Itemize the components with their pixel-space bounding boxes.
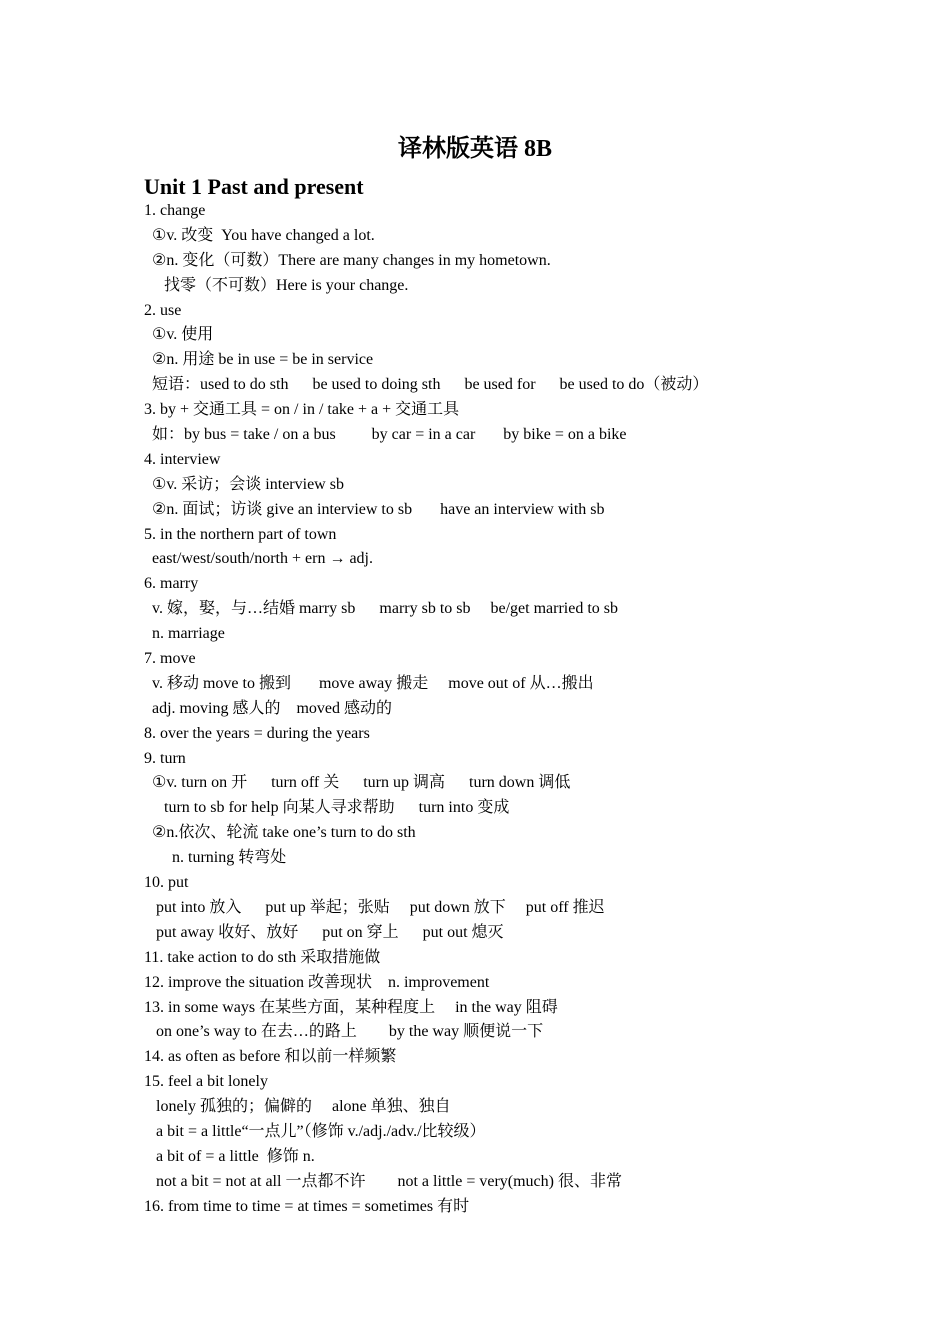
vocabulary-list: [144, 199, 884, 1220]
text-line: put into 放入 put up 举起；张贴 put down 放下 put off 推迟: [144, 898, 605, 916]
text-line: 9. turn: [144, 749, 186, 767]
text-line: ②n. 面试；访谈 give an interview to sb have an interview with sb: [144, 500, 605, 518]
text-line: ①v. 采访；会谈 interview sb: [144, 475, 344, 493]
text-line: 找零（不可数）Here is your change.: [144, 276, 409, 294]
unit-heading: Unit 1 Past and present: [144, 174, 364, 199]
text-line: 7. move: [144, 650, 196, 668]
text-line: 12. improve the situation 改善现状 n. improvement: [144, 973, 490, 991]
document-title: 译林版英语 8B: [397, 136, 552, 162]
text-line: 8. over the years = during the years: [144, 724, 370, 742]
text-line: turn to sb for help 向某人寻求帮助 turn into 变成: [144, 799, 510, 817]
text-line: lonely 孤独的；偏僻的 alone 单独、独自: [144, 1098, 451, 1116]
text-line: n. turning 转弯处: [144, 849, 287, 867]
text-line: ①v. 改变 You have changed a lot.: [144, 226, 375, 244]
text-line: a bit of = a little 修饰 n.: [144, 1147, 315, 1165]
text-line: v. 移动 move to 搬到 move away 搬走 move out of 从…搬出: [144, 674, 594, 692]
text-line: a bit = a little“一点儿”（修饰 v./adj./adv./比较级）: [144, 1122, 486, 1140]
text-line: 短语：used to do sth be used to doing sth be used for be used to do（被动）: [144, 376, 709, 394]
text-line: 如：by bus = take / on a bus by car = in a car by bike = on a bike: [144, 426, 627, 444]
text-line: ②n. 变化（可数）There are many changes in my hometown.: [144, 251, 551, 269]
text-line: 6. marry: [144, 575, 199, 593]
text-line: east/west/south/north + ern → adj.: [144, 550, 373, 568]
text-line: ②n.依次、轮流 take one’s turn to do sth: [144, 824, 416, 842]
text-line: ①v. 使用: [144, 326, 214, 344]
text-line: 5. in the northern part of town: [144, 525, 337, 543]
text-line: 11. take action to do sth 采取措施做: [144, 948, 381, 966]
text-line: 2. use: [144, 301, 182, 319]
text-line: ①v. turn on 开 turn off 关 turn up 调高 turn down 调低: [144, 774, 571, 792]
text-line: 3. by + 交通工具 = on / in / take + a + 交通工具: [144, 401, 460, 419]
text-line: on one’s way to 在去…的路上 by the way 顺便说一下: [144, 1023, 544, 1041]
text-line: put away 收好、放好 put on 穿上 put out 熄灭: [144, 923, 504, 941]
text-line: not a bit = not at all 一点都不许 not a little = very(much) 很、非常: [144, 1172, 622, 1190]
text-line: ②n. 用途 be in use = be in service: [144, 351, 374, 369]
text-line: v. 嫁，娶，与…结婚 marry sb marry sb to sb be/get married to sb: [144, 600, 619, 618]
text-line: 15. feel a bit lonely: [144, 1073, 268, 1091]
text-line: adj. moving 感人的 moved 感动的: [144, 699, 392, 717]
text-line: n. marriage: [144, 625, 225, 643]
text-line: 10. put: [144, 874, 189, 892]
text-line: 14. as often as before 和以前一样频繁: [144, 1048, 397, 1066]
text-line: 1. change: [144, 202, 206, 219]
text-line: 4. interview: [144, 450, 221, 468]
text-line: 16. from time to time = at times = sometimes 有时: [144, 1197, 470, 1215]
text-line: 13. in some ways 在某些方面，某种程度上 in the way 阻碍: [144, 998, 558, 1016]
